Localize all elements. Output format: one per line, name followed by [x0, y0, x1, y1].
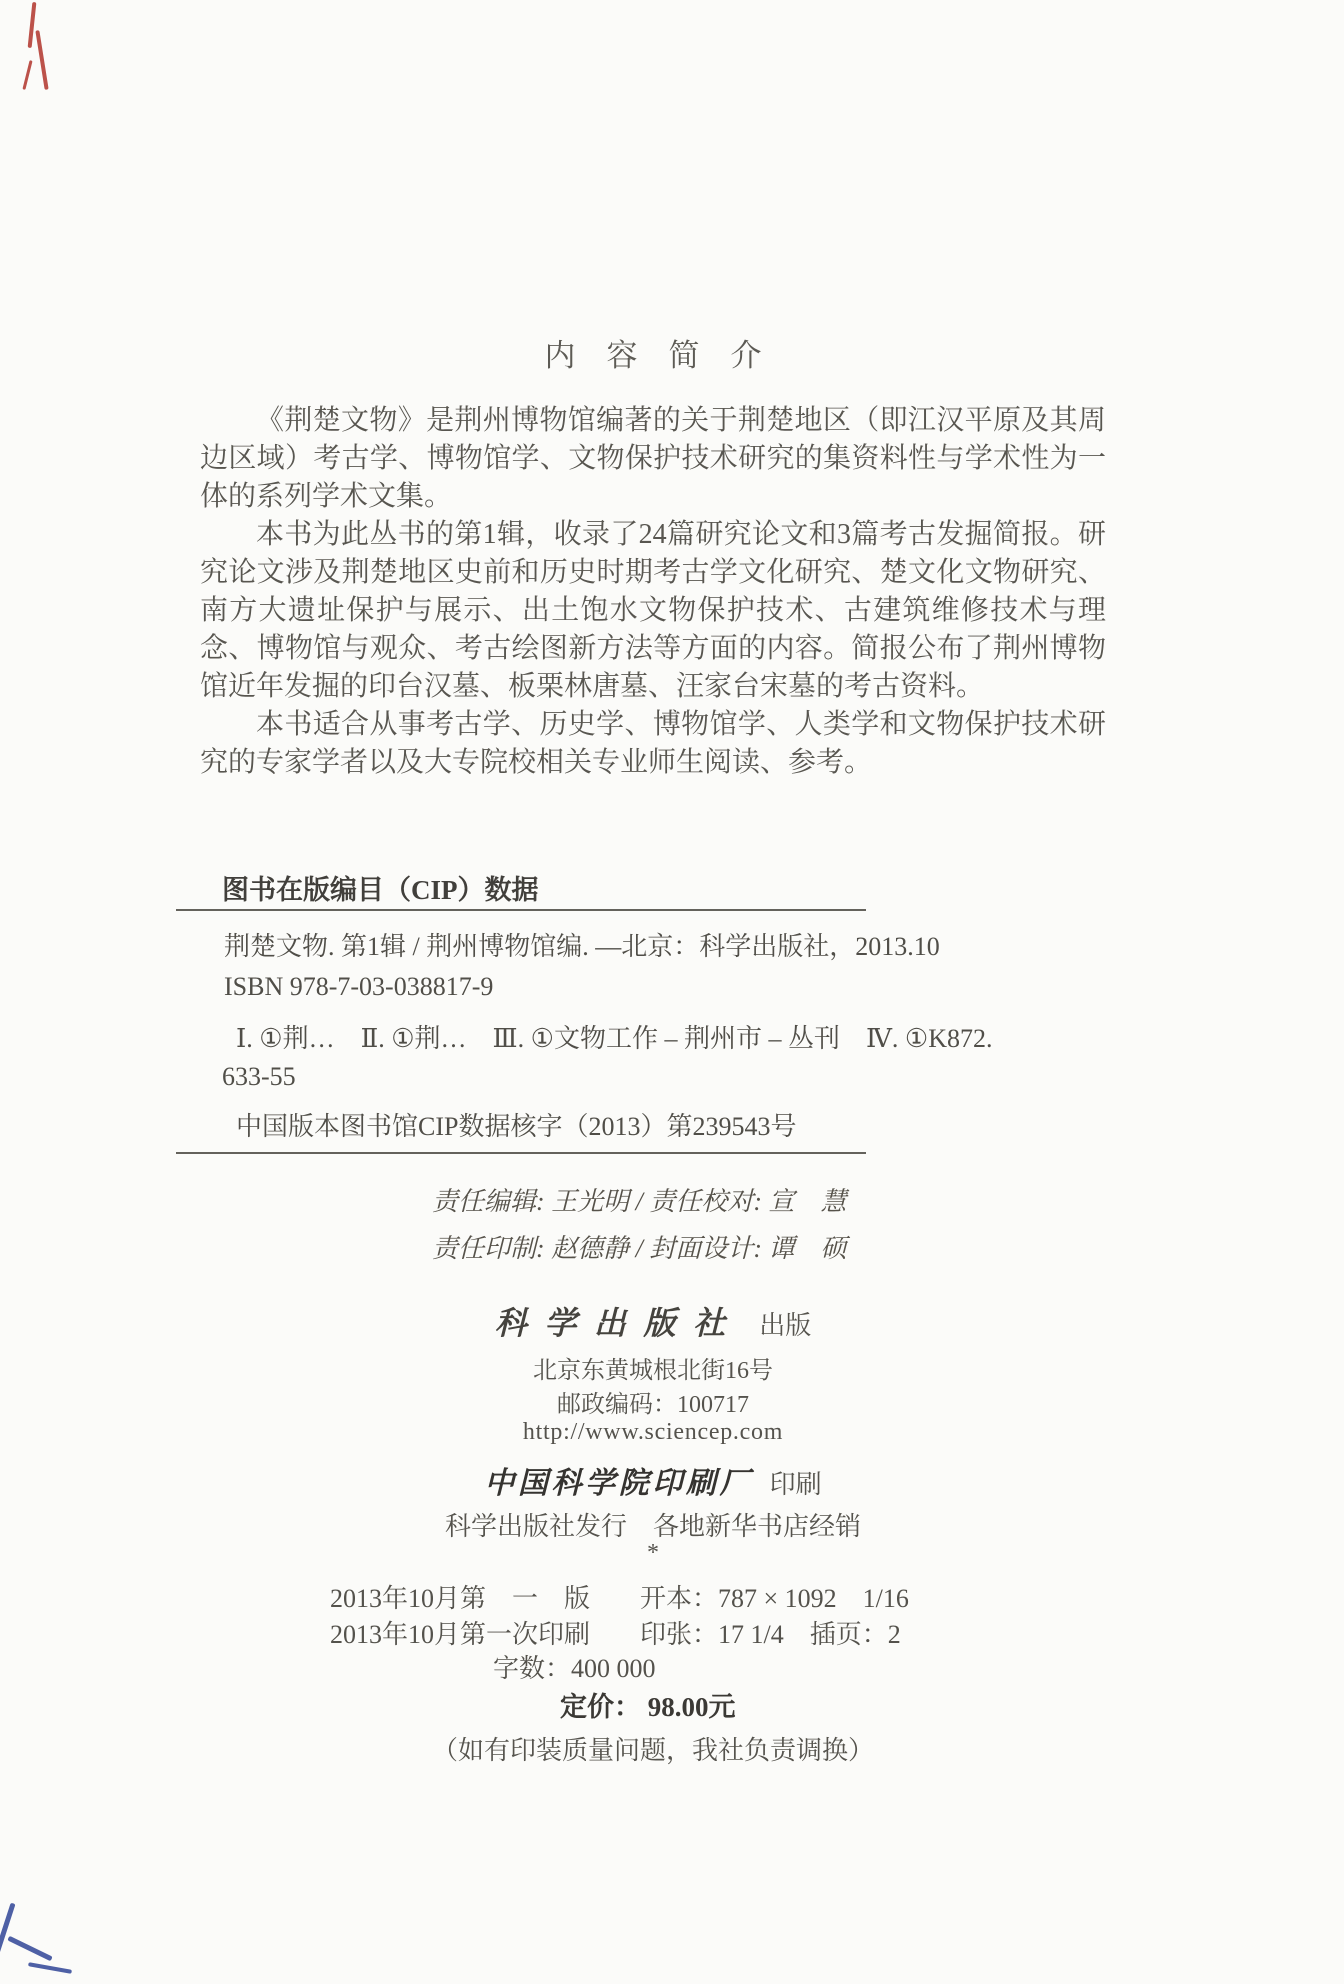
- cip-record-number-line: 中国版本图书馆CIP数据核字（2013）第239543号: [236, 1112, 797, 1141]
- publisher-postcode: 邮政编码：100717: [557, 1392, 749, 1418]
- red-pen-scan-mark: [22, 60, 32, 90]
- blue-pen-scan-mark: [0, 1903, 16, 1958]
- staff-credits-line-1: 责任编辑: 王光明 / 责任校对: 宣 慧: [432, 1187, 847, 1216]
- blue-pen-scan-mark: [7, 1936, 52, 1962]
- cip-isbn-line: ISBN 978-7-03-038817-9: [224, 972, 494, 1001]
- cip-classification-wrap: 633-55: [222, 1062, 296, 1091]
- red-pen-scan-mark: [28, 2, 37, 48]
- price-line: [560, 1685, 736, 1724]
- publisher-name-calligraphy: 科学出版社: [494, 1305, 743, 1341]
- distribution-line: 科学出版社发行 各地新华书店经销: [444, 1512, 861, 1541]
- content-summary-title: 内容简介: [544, 338, 793, 373]
- summary-paragraph-2: 本书为此丛书的第1辑，收录了24篇研究论文和3篇考古发掘简报。研究论文涉及荆楚地区史前和历史时期考古学文化研究、楚文化文物研究、南方大遗址保护与展示、出土饱水文物保护技术、古建筑维修技术与理念、博物馆与观众、考古绘图新方法等方面的内容。简报公布了荆州博物馆近年发掘的印台汉墓、板栗林唐墓、汪家台宋墓的考古资料。: [200, 519, 1106, 702]
- section-separator-asterisk: *: [647, 1540, 659, 1566]
- quality-replacement-note: （如有印装质量问题，我社负责调换）: [431, 1736, 874, 1765]
- printer-line: [200, 1458, 1106, 1502]
- edition-date: 2013年10月第 一 版: [330, 1584, 591, 1613]
- cip-block-header: 图书在版编目（CIP）数据: [222, 875, 539, 905]
- printer-name-calligraphy: 中国科学院印刷厂: [484, 1467, 754, 1500]
- impression-date: 2013年10月第一次印刷: [330, 1620, 591, 1649]
- cip-divider-top: [176, 909, 866, 911]
- cip-title-line: 荆楚文物. 第1辑 / 荆州博物馆编. —北京：科学出版社，2013.10: [224, 932, 940, 961]
- printed-sheets: 印张：17 1/4 插页：2: [640, 1620, 901, 1649]
- book-format: 开本：787 × 1092 1/16: [640, 1584, 909, 1613]
- price-label: 定价：: [560, 1692, 641, 1722]
- blue-pen-scan-mark: [28, 1962, 72, 1974]
- summary-paragraph-1: 《荆楚文物》是荆州博物馆编著的关于荆楚地区（即江汉平原及其周边区域）考古学、博物馆学、文物保护技术研究的集资料性与学术性为一体的系列学术文集。: [200, 405, 1106, 512]
- publisher-role-label: 出版: [759, 1311, 812, 1340]
- price-value: 98.00元: [647, 1692, 736, 1722]
- content-summary-body: [200, 402, 1106, 782]
- publisher-line: [200, 1298, 1106, 1344]
- red-pen-scan-mark: [35, 30, 48, 90]
- publisher-address: 北京东黄城根北街16号: [533, 1358, 773, 1384]
- cip-classification-line: Ⅰ. ①荆… Ⅱ. ①荆… Ⅲ. ①文物工作 – 荆州市 – 丛刊 Ⅳ. ①K872.: [236, 1024, 993, 1053]
- staff-credits: [432, 1178, 847, 1272]
- staff-credits-line-2: 责任印制: 赵德静 / 封面设计: 谭 硕: [432, 1234, 847, 1263]
- summary-paragraph-3: 本书适合从事考古学、历史学、博物馆学、人类学和文物保护技术研究的专家学者以及大专院校相关专业师生阅读、参考。: [200, 709, 1106, 778]
- cip-divider-bottom: [176, 1152, 866, 1154]
- printer-role-label: 印刷: [769, 1470, 822, 1499]
- publisher-website: http://www.sciencep.com: [522, 1419, 784, 1445]
- word-count: 字数：400 000: [493, 1654, 656, 1683]
